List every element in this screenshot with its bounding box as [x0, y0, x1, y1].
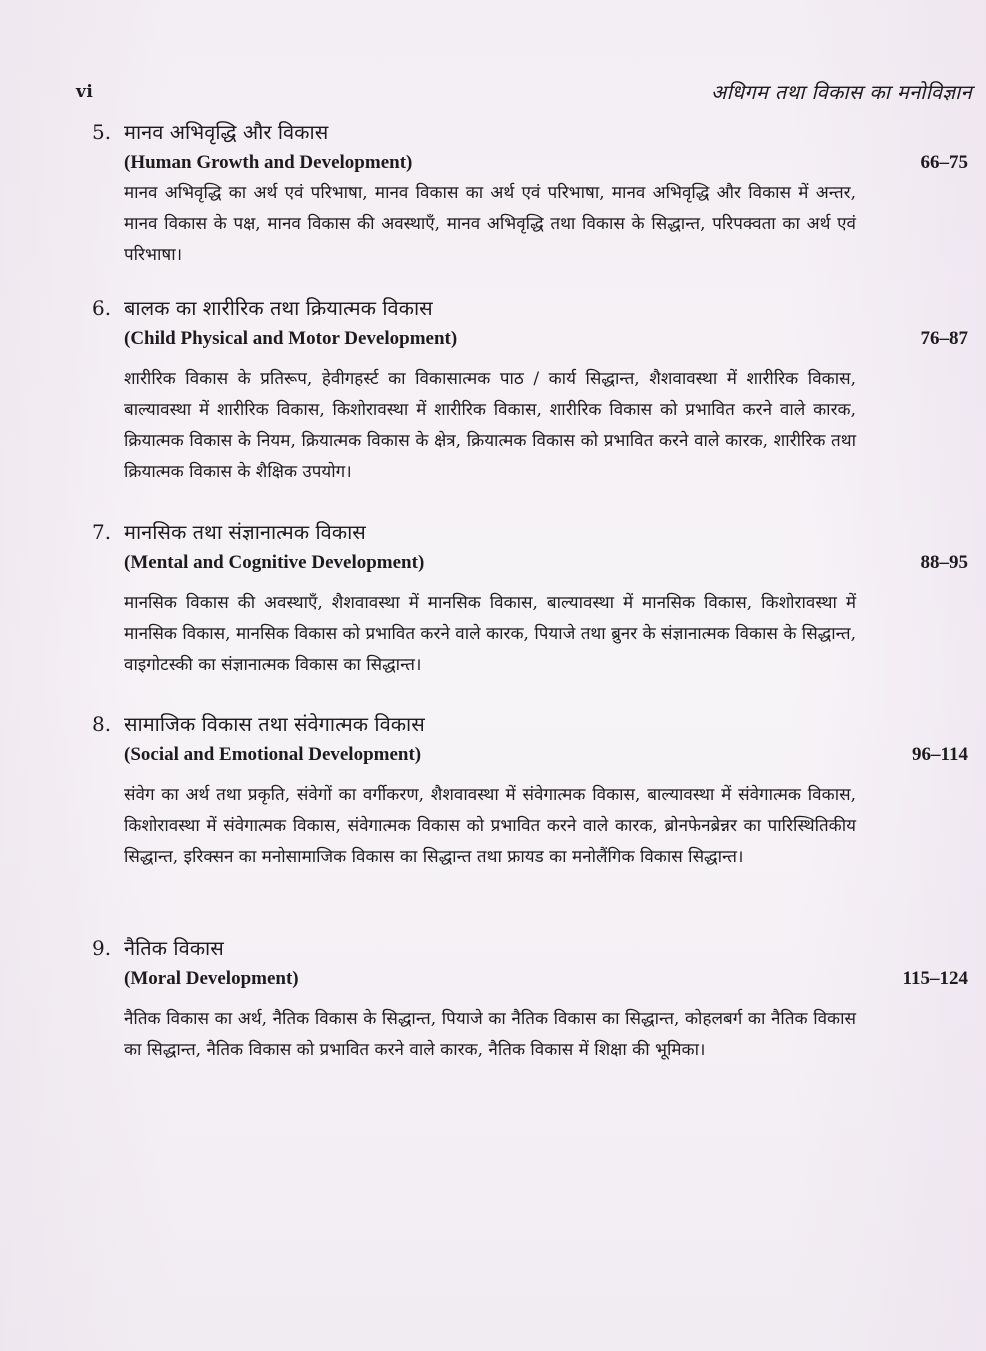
chapter-title-hindi — [92, 710, 968, 738]
page-number: vi — [76, 82, 94, 102]
chapter-title-english: (Human Growth and Development) — [124, 152, 413, 173]
chapter-title-english: (Social and Emotional Development) — [124, 744, 422, 765]
chapter-english-row — [92, 324, 968, 354]
chapter-title-english: (Child Physical and Motor Development) — [124, 328, 458, 349]
running-head: अधिगम तथा विकास का मनोविज्ञान — [710, 80, 972, 104]
chapter-description: मानसिक विकास की अवस्थाएँ, शैशवावस्था में मानसिक विकास, बाल्यावस्था में मानसिक विकास, किशोरावस्था में मानसिक विकास, मानसिक विकास को प्रभावित करने वाले कारक, पियाजे तथा ब्रुनर के संज्ञानात्मक विकास के सिद्धान्त, वाइगोटस्की का संज्ञानात्मक विकास का सिद्धान्त। — [124, 593, 856, 675]
chapter-title-english: (Mental and Cognitive Development) — [124, 552, 425, 573]
chapter-entry-6 — [92, 294, 968, 488]
chapter-english-row — [92, 740, 968, 770]
chapter-title-text: मानव अभिवृद्धि और विकास — [124, 120, 329, 144]
chapter-page-range: 96–114 — [912, 744, 968, 765]
chapter-number: 9. — [92, 936, 112, 960]
chapter-title-english: (Moral Development) — [124, 968, 299, 989]
chapter-description: नैतिक विकास का अर्थ, नैतिक विकास के सिद्धान्त, पियाजे का नैतिक विकास का सिद्धान्त, कोहलबर्ग का नैतिक विकास का सिद्धान्त, नैतिक विकास को प्रभावित करने वाले कारक, नैतिक विकास में शिक्षा की भूमिका। — [124, 1009, 856, 1060]
chapter-english-row — [92, 964, 968, 994]
chapter-number: 8. — [92, 712, 112, 736]
chapter-title-hindi — [92, 294, 968, 322]
chapter-title-text: नैतिक विकास — [124, 936, 224, 960]
chapter-english-row — [92, 148, 968, 178]
chapter-description: मानव अभिवृद्धि का अर्थ एवं परिभाषा, मानव विकास का अर्थ एवं परिभाषा, मानव अभिवृद्धि और विकास में अन्तर, मानव विकास के पक्ष, मानव विकास की अवस्थाएँ, मानव अभिवृद्धि तथा विकास के सिद्धान्त, परिपक्वता का अर्थ एवं परिभाषा। — [124, 183, 856, 265]
chapter-title-hindi — [92, 118, 968, 146]
chapter-entry-8 — [92, 710, 968, 873]
chapter-title-text: मानसिक तथा संज्ञानात्मक विकास — [124, 520, 366, 544]
chapter-english-row — [92, 548, 968, 578]
chapter-entry-7 — [92, 518, 968, 681]
chapter-title-hindi — [92, 934, 968, 962]
chapter-page-range: 88–95 — [920, 552, 968, 573]
chapter-entry-9 — [92, 934, 968, 1066]
chapter-title-text: बालक का शारीरिक तथा क्रियात्मक विकास — [124, 296, 433, 320]
chapter-number: 6. — [92, 296, 112, 320]
chapter-entry-5 — [92, 118, 968, 271]
chapter-title-text: सामाजिक विकास तथा संवेगात्मक विकास — [124, 712, 425, 736]
chapter-number: 5. — [92, 120, 112, 144]
chapter-page-range: 115–124 — [902, 968, 968, 989]
chapter-page-range: 66–75 — [920, 152, 968, 173]
chapter-page-range: 76–87 — [920, 328, 968, 349]
chapter-description: शारीरिक विकास के प्रतिरूप, हेवीगहर्स्ट का विकासात्मक पाठ / कार्य सिद्धान्त, शैशवावस्था में शारीरिक विकास, बाल्यावस्था में शारीरिक विकास, किशोरावस्था में शारीरिक विकास, शारीरिक विकास को प्रभावित करने वाले कारक, क्रियात्मक विकास के नियम, क्रियात्मक विकास के क्षेत्र, क्रियात्मक विकास को प्रभावित करने वाले कारक, शारीरिक तथा क्रियात्मक विकास के शैक्षिक उपयोग। — [124, 369, 856, 482]
chapter-description: संवेग का अर्थ तथा प्रकृति, संवेगों का वर्गीकरण, शैशवावस्था में संवेगात्मक विकास, बाल्यावस्था में संवेगात्मक विकास, किशोरावस्था में संवेगात्मक विकास, संवेगात्मक विकास को प्रभावित करने वाले कारक, ब्रोनफेनब्रेन्नर का पारिस्थितिकीय सिद्धान्त, इरिक्सन का मनोसामाजिक विकास का सिद्धान्त तथा फ्रायड का मनोलैंगिक विकास सिद्धान्त। — [124, 785, 856, 867]
chapter-number: 7. — [92, 520, 112, 544]
chapter-title-hindi — [92, 518, 968, 546]
